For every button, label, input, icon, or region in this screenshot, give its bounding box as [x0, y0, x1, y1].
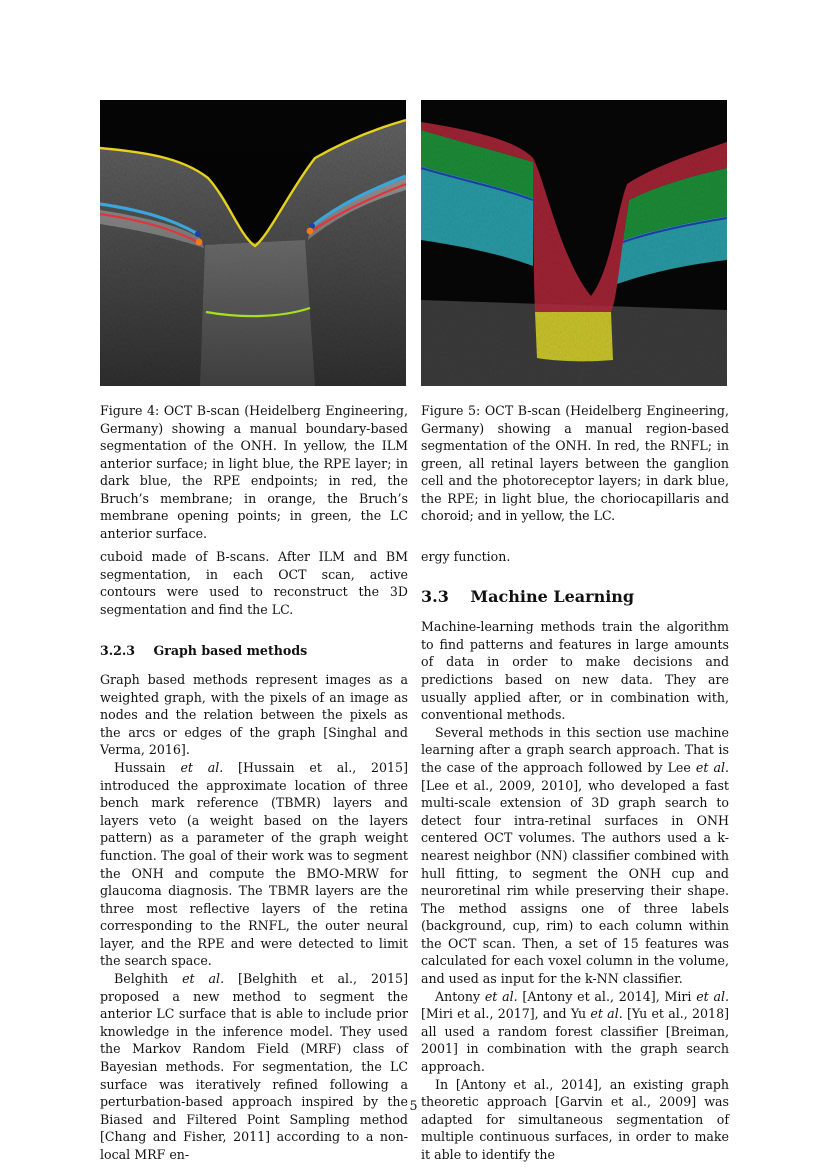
paragraph: [421, 724, 729, 988]
author-name: Hussain: [114, 759, 166, 775]
paragraph: [421, 988, 729, 1076]
figure-5-caption-text: OCT B-scan (Heidelberg Engineering, Germany) showing a manual region-based segmentation of the ONH. In red, the RNFL; in green, all retinal layers between the ganglion cell and the photoreceptor layers; in dark blue, the RPE; in light blue, the choriocapillaris and choroid; and in yellow, the LC.: [421, 403, 730, 523]
paragraph-text: [Belghith et al., 2015] proposed a new method to segment the anterior LC surface that is able to include prior knowledge in the inference model. They used the Markov Random Field (MRF) class of Bayesian methods. For segmentation, the LC surface was iteratively refined following a perturbation-based approach inspired by the Biased and Filtered Point Sampling method [Chang and Fisher, 2011] according to a non-local MRF en-: [100, 971, 408, 1162]
right-column: [421, 548, 729, 1164]
et-al: et al.: [696, 988, 729, 1004]
paragraph: cuboid made of B-scans. After ILM and BM segmentation, in each OCT scan, active contours were used to reconstruct the 3D segmentation and find the LC.: [100, 549, 408, 617]
paragraph-text: [Miri et al., 2017], and Yu: [421, 1006, 591, 1022]
subsection-title: Graph based methods: [153, 643, 308, 659]
figure-5-oct-image: [421, 100, 727, 386]
figure-4-label: Figure 4:: [100, 403, 160, 418]
author-name: Belghith: [114, 971, 169, 987]
figure-5-label: Figure 5:: [421, 403, 481, 418]
section-heading: [421, 588, 729, 606]
page-number: 5: [409, 1098, 418, 1113]
bmo-point-left: [196, 239, 203, 246]
et-al: et al.: [182, 971, 225, 987]
paragraph: [100, 759, 408, 970]
figure-4-oct-image: [100, 100, 406, 386]
subsection-heading: [100, 642, 408, 660]
paragraph-text: Antony: [435, 988, 485, 1004]
et-al: et al.: [695, 759, 729, 775]
paragraph-text: [Yu et al., 2018] all used a random forest classifier [Breiman, 2001] in combination with the graph search approach.: [421, 1006, 729, 1075]
figure-4-svg: [100, 100, 406, 386]
left-column: [100, 548, 408, 1164]
paragraph: ergy function.: [421, 549, 511, 564]
paragraph: Graph based methods represent images as a weighted graph, with the pixels of an image as nodes and the relation between the pixels as the arcs or edges of the graph [Singhal and Verma, 2016].: [100, 671, 408, 758]
et-al: et al.: [180, 759, 224, 775]
paragraph-text: [Antony et al., 2014], Miri: [517, 988, 697, 1004]
paragraph: Machine-learning methods train the algorithm to find patterns and features in large amounts of data in order to make decisions and predictions based on new data. They are usually applied after, or in combination with, conventional methods.: [421, 619, 729, 723]
figure-5-svg: [421, 100, 727, 386]
paragraph: [100, 970, 408, 1164]
figure-4-caption: [100, 402, 408, 542]
et-al: et al.: [484, 988, 518, 1004]
paragraph-text: [Lee et al., 2009, 2010], who developed a fast multi-scale extension of 3D graph search to detect four intra-retinal surfaces in ONH centered OCT volumes. The authors used a k-nearest neighbor (NN) classifier combined with hull fitting, to segment the ONH cup and neuroretinal rim while preserving their shape. The method assigns one of three labels (background, cup, rim) to each column within the OCT scan. Then, a set of 15 features was calculated for each voxel column in the volume, and used as input for the k-NN classifier.: [421, 777, 729, 987]
paragraph-text: Several methods in this section use machine learning after a graph search approach. That is the case of the approach followed by Lee: [421, 724, 729, 775]
figure-4-caption-text: OCT B-scan (Heidelberg Engineering, Germany) showing a manual boundary-based segmentation of the ONH. In yellow, the ILM anterior surface; in light blue, the RPE layer; in dark blue, the RPE endpoints; in red, the Bruch’s membrane; in orange, the Bruch’s membrane opening points; in green, the LC anterior surface.: [100, 403, 409, 541]
rpe-endpoint-left: [195, 231, 201, 237]
paragraph: In [Antony et al., 2014], an existing graph theoretic approach [Garvin et al., 2009] was adapted for simultaneous segmentation of multiple continuous surfaces, in order to make it able to identify the: [421, 1076, 729, 1162]
paragraph-text: [Hussain et al., 2015] introduced the approximate location of three bench mark reference (TBMR) layers and layers veto (a weight based on the layers pattern) as a parameter of the graph weight function. The goal of their work was to segment the ONH and compute the BMO-MRW for glaucoma diagnosis. The TBMR layers are the three most reflective layers of the retina corresponding to the RNFL, the outer neural layer, and the RPE and were detected to limit the search space.: [100, 759, 408, 969]
subsection-number: 3.2.3: [100, 643, 136, 659]
et-al: et al.: [590, 1006, 623, 1022]
section-title: Machine Learning: [470, 586, 635, 606]
figure-5-caption: [421, 402, 729, 525]
bmo-point-right: [307, 228, 314, 235]
section-number: 3.3: [421, 586, 449, 606]
